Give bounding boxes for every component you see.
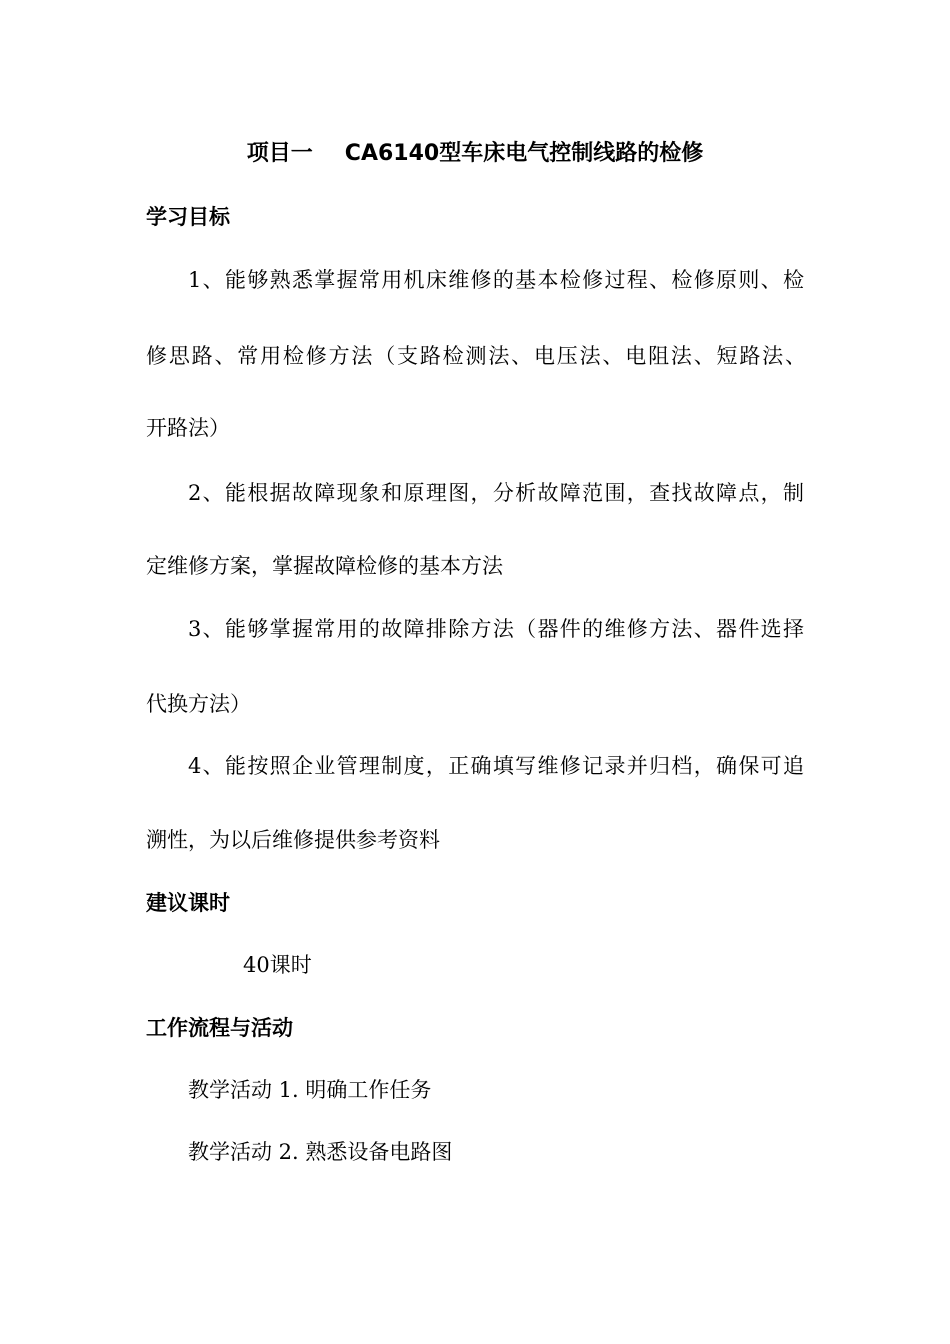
goal-3-line-1: 3、能够掌握常用的故障排除方法（器件的维修方法、器件选择 [188, 617, 804, 641]
goal-1-line-1: 1、能够熟悉掌握常用机床维修的基本检修过程、检修原则、检 [188, 268, 804, 292]
page-title [0, 136, 950, 167]
activity-1: 教学活动 1. 明确工作任务 [188, 1078, 432, 1102]
goal-4-line-1: 4、能按照企业管理制度，正确填写维修记录并归档，确保可追 [188, 754, 804, 778]
title-project-number: 项目一 [246, 141, 313, 166]
hours-value: 40课时 [243, 953, 312, 977]
section-heading-goals: 学习目标 [146, 205, 230, 229]
goal-2-line-1: 2、能根据故障现象和原理图，分析故障范围，查找故障点，制 [188, 481, 804, 505]
activity-2: 教学活动 2. 熟悉设备电路图 [188, 1140, 453, 1164]
section-heading-hours: 建议课时 [146, 891, 230, 915]
title-project-name: CA6140型车床电气控制线路的检修 [344, 141, 704, 166]
section-heading-workflow: 工作流程与活动 [146, 1016, 293, 1040]
goal-4-line-2: 溯性，为以后维修提供参考资料 [146, 828, 440, 852]
goal-3-line-2: 代换方法） [146, 692, 251, 716]
goal-1-line-2: 修思路、常用检修方法（支路检测法、电压法、电阻法、短路法、 [146, 344, 806, 368]
goal-2-line-2: 定维修方案，掌握故障检修的基本方法 [146, 554, 503, 578]
goal-1-line-3: 开路法） [146, 416, 230, 440]
